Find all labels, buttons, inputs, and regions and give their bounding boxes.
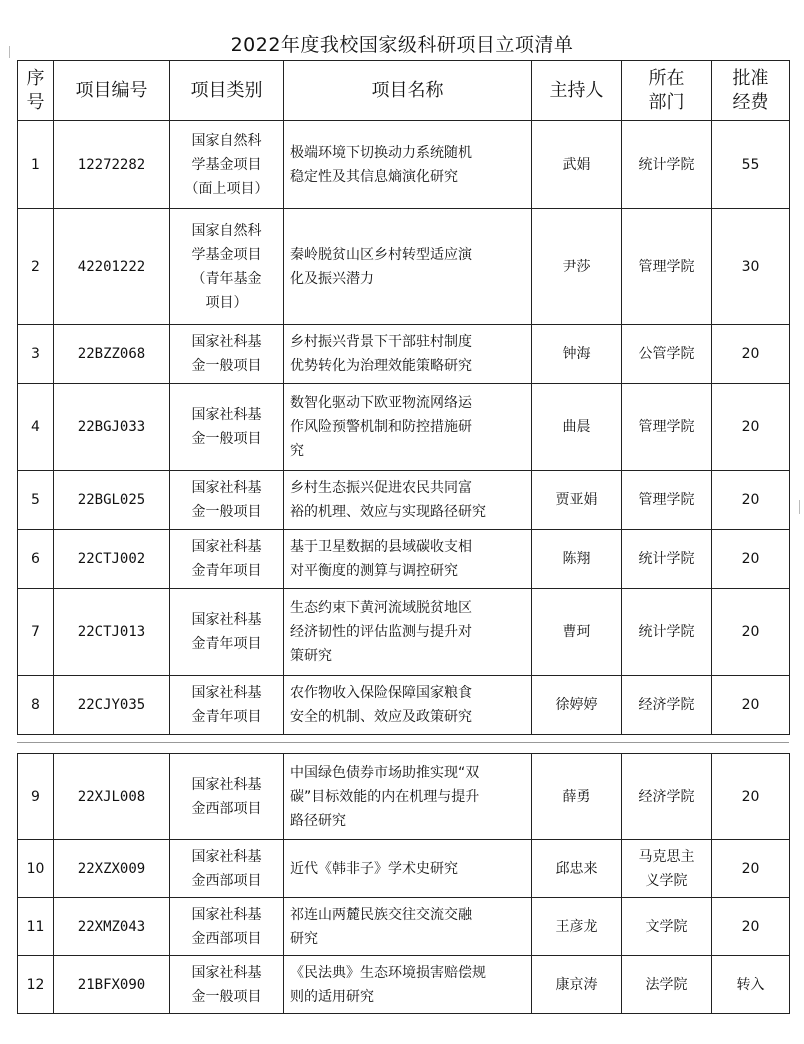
cell-dept xyxy=(622,754,712,840)
cell-line: 碳”目标效能的内在机理与提升 xyxy=(290,788,480,805)
cell-line: 金一般项目 xyxy=(191,431,262,447)
cell-line: 化及振兴潜力 xyxy=(290,270,374,287)
cell-line: 经济学院 xyxy=(638,697,695,713)
cell-name xyxy=(284,530,532,589)
cell-type xyxy=(170,325,284,384)
cell-line: 国家社科基 xyxy=(191,685,262,701)
table-row xyxy=(18,325,790,384)
cell-line: 国家社科基 xyxy=(191,539,262,555)
cell-name xyxy=(284,325,532,384)
page-split-line xyxy=(17,742,789,743)
cell-host: 贾亚娟 xyxy=(532,471,622,530)
cell-line: 管理学院 xyxy=(638,419,695,435)
cell-line: 农作物收入保险保障国家粮食 xyxy=(290,685,472,701)
cell-no: 1 xyxy=(18,121,54,209)
cell-dept xyxy=(622,589,712,676)
cell-name xyxy=(284,121,532,209)
project-table-part-1 xyxy=(17,60,790,735)
cell-dept xyxy=(622,471,712,530)
cell-fund: 20 xyxy=(712,471,790,530)
cell-code: 22BGL025 xyxy=(54,471,170,530)
header-no: 序 号 xyxy=(18,61,54,121)
cell-code: 42201222 xyxy=(54,209,170,325)
cell-line: （面上项目） xyxy=(184,180,269,197)
table-row xyxy=(18,471,790,530)
cell-fund: 20 xyxy=(712,589,790,676)
cell-name xyxy=(284,676,532,735)
header-dept: 所在 部门 xyxy=(622,61,712,121)
cell-line: 经济韧性的评估监测与提升对 xyxy=(290,624,472,640)
cell-no: 10 xyxy=(18,840,54,898)
cell-line: 义学院 xyxy=(645,872,688,889)
cell-no: 11 xyxy=(18,898,54,956)
cell-no: 2 xyxy=(18,209,54,325)
cell-line: 国家社科基 xyxy=(191,407,262,423)
cell-type xyxy=(170,530,284,589)
cell-line: 优势转化为治理效能策略研究 xyxy=(290,358,472,374)
cell-host: 邱忠来 xyxy=(532,840,622,898)
cell-line: 金西部项目 xyxy=(191,800,262,817)
cell-line: 近代《韩非子》学术史研究 xyxy=(290,860,458,877)
cell-fund: 20 xyxy=(712,676,790,735)
cell-line: 对平衡度的测算与调控研究 xyxy=(290,563,458,579)
cell-line: 国家社科基 xyxy=(191,776,262,793)
cell-line: 稳定性及其信息熵演化研究 xyxy=(290,168,458,185)
table-row xyxy=(18,589,790,676)
cell-no: 5 xyxy=(18,471,54,530)
cell-line: 统计学院 xyxy=(638,551,695,567)
cell-host: 薛勇 xyxy=(532,754,622,840)
cell-type xyxy=(170,471,284,530)
cell-dept xyxy=(622,121,712,209)
cell-line: 究 xyxy=(290,443,304,459)
cell-host: 武娟 xyxy=(532,121,622,209)
cell-host: 钟海 xyxy=(532,325,622,384)
cell-type xyxy=(170,589,284,676)
cell-line: 研究 xyxy=(290,930,318,947)
header-fund: 批准 经费 xyxy=(712,61,790,121)
table-row xyxy=(18,898,790,956)
cell-fund: 30 xyxy=(712,209,790,325)
cell-line: 秦岭脱贫山区乡村转型适应演 xyxy=(290,246,472,263)
scan-edge-mark xyxy=(799,500,800,514)
cell-dept xyxy=(622,530,712,589)
cell-host: 曹珂 xyxy=(532,589,622,676)
cell-code: 22XMZ043 xyxy=(54,898,170,956)
cell-type xyxy=(170,676,284,735)
cell-line: 马克思主 xyxy=(638,848,695,865)
cell-line: 极端环境下切换动力系统随机 xyxy=(290,144,472,161)
cell-name xyxy=(284,840,532,898)
cell-line: 乡村振兴背景下干部驻村制度 xyxy=(290,334,472,350)
cell-no: 7 xyxy=(18,589,54,676)
cell-line: 金西部项目 xyxy=(191,872,262,889)
cell-type xyxy=(170,754,284,840)
cell-line: 金一般项目 xyxy=(191,988,262,1005)
cell-line: 法学院 xyxy=(645,976,688,993)
table-header-row xyxy=(18,61,790,121)
cell-name xyxy=(284,384,532,471)
cell-no: 8 xyxy=(18,676,54,735)
header-name: 项目名称 xyxy=(284,61,532,121)
cell-no: 12 xyxy=(18,956,54,1014)
header-type: 项目类别 xyxy=(170,61,284,121)
cell-dept xyxy=(622,676,712,735)
cell-line: 乡村生态振兴促进农民共同富 xyxy=(290,480,472,496)
cell-code: 22BZZ068 xyxy=(54,325,170,384)
cell-dept xyxy=(622,384,712,471)
cell-name xyxy=(284,898,532,956)
cell-name xyxy=(284,754,532,840)
cell-name xyxy=(284,209,532,325)
cell-fund: 20 xyxy=(712,898,790,956)
table-row xyxy=(18,121,790,209)
cell-fund: 20 xyxy=(712,754,790,840)
cell-line: 数智化驱动下欧亚物流网络运 xyxy=(290,395,472,411)
cell-line: 经济学院 xyxy=(638,788,695,805)
cell-line: 统计学院 xyxy=(638,624,695,640)
table-row xyxy=(18,530,790,589)
project-table-part-2 xyxy=(17,753,790,1014)
cell-host: 陈翔 xyxy=(532,530,622,589)
cell-line: 安全的机制、效应及政策研究 xyxy=(290,709,472,725)
cell-line: 管理学院 xyxy=(638,258,695,275)
table-row xyxy=(18,676,790,735)
cell-type xyxy=(170,898,284,956)
cell-no: 6 xyxy=(18,530,54,589)
cell-no: 9 xyxy=(18,754,54,840)
cell-line: 国家社科基 xyxy=(191,480,262,496)
cell-host: 王彦龙 xyxy=(532,898,622,956)
cell-line: 国家社科基 xyxy=(191,612,262,628)
cell-host: 徐婷婷 xyxy=(532,676,622,735)
cell-line: 统计学院 xyxy=(638,156,695,173)
cell-type xyxy=(170,209,284,325)
cell-line: 学基金项目 xyxy=(191,246,262,263)
cell-code: 21BFX090 xyxy=(54,956,170,1014)
table-row xyxy=(18,209,790,325)
cell-line: 金青年项目 xyxy=(191,563,262,579)
cell-type xyxy=(170,121,284,209)
cell-host: 曲晨 xyxy=(532,384,622,471)
document-title: 2022年度我校国家级科研项目立项清单 xyxy=(230,34,574,56)
cell-line: 金一般项目 xyxy=(191,504,262,520)
cell-code: 22CJY035 xyxy=(54,676,170,735)
cell-line: 学基金项目 xyxy=(191,156,262,173)
table-row xyxy=(18,384,790,471)
cell-name xyxy=(284,589,532,676)
cell-line: 《民法典》生态环境损害赔偿规 xyxy=(290,964,486,981)
cell-name xyxy=(284,471,532,530)
cell-dept xyxy=(622,956,712,1014)
cell-host: 康京涛 xyxy=(532,956,622,1014)
cell-code: 22XZX009 xyxy=(54,840,170,898)
cell-line: 国家社科基 xyxy=(191,964,262,981)
cell-line: 管理学院 xyxy=(638,492,695,508)
cell-type xyxy=(170,384,284,471)
cell-dept xyxy=(622,325,712,384)
cell-line: 祁连山两麓民族交往交流交融 xyxy=(290,906,472,923)
cell-line: 国家社科基 xyxy=(191,848,262,865)
cell-line: 文学院 xyxy=(645,918,688,935)
cell-line: 则的适用研究 xyxy=(290,988,374,1005)
cell-line: 公管学院 xyxy=(638,346,695,362)
cell-type xyxy=(170,840,284,898)
cell-line: 中国绿色债券市场助推实现“双 xyxy=(290,764,480,781)
cell-dept xyxy=(622,209,712,325)
cell-fund: 20 xyxy=(712,840,790,898)
cell-fund: 20 xyxy=(712,530,790,589)
cell-line: 裕的机理、效应与实现路径研究 xyxy=(290,504,486,520)
cell-line: 金青年项目 xyxy=(191,636,262,652)
cell-no: 3 xyxy=(18,325,54,384)
table-row xyxy=(18,956,790,1014)
header-host: 主持人 xyxy=(532,61,622,121)
cell-code: 22XJL008 xyxy=(54,754,170,840)
cell-fund: 转入 xyxy=(712,956,790,1014)
cell-line: 国家自然科 xyxy=(191,222,262,239)
table-row xyxy=(18,840,790,898)
cell-line: 基于卫星数据的县域碳收支相 xyxy=(290,539,472,555)
cell-line: 路径研究 xyxy=(290,812,346,829)
cell-dept xyxy=(622,840,712,898)
cell-no: 4 xyxy=(18,384,54,471)
cell-line: （青年基金 xyxy=(191,270,262,287)
cell-line: 项目） xyxy=(205,294,248,311)
table-row xyxy=(18,754,790,840)
cell-code: 22BGJ033 xyxy=(54,384,170,471)
cell-line: 国家社科基 xyxy=(191,334,262,350)
cell-code: 12272282 xyxy=(54,121,170,209)
cell-line: 金西部项目 xyxy=(191,930,262,947)
header-code: 项目编号 xyxy=(54,61,170,121)
cell-dept xyxy=(622,898,712,956)
cell-line: 金一般项目 xyxy=(191,358,262,374)
cell-fund: 20 xyxy=(712,384,790,471)
cell-line: 作风险预警机制和防控措施研 xyxy=(290,419,472,435)
cell-fund: 55 xyxy=(712,121,790,209)
cell-type xyxy=(170,956,284,1014)
cell-code: 22CTJ013 xyxy=(54,589,170,676)
cell-name xyxy=(284,956,532,1014)
cell-code: 22CTJ002 xyxy=(54,530,170,589)
cell-fund: 20 xyxy=(712,325,790,384)
cell-line: 策研究 xyxy=(290,648,332,664)
cell-line: 国家社科基 xyxy=(191,906,262,923)
cell-line: 国家自然科 xyxy=(191,132,262,149)
cell-line: 金青年项目 xyxy=(191,709,262,725)
cell-host: 尹莎 xyxy=(532,209,622,325)
cell-line: 生态约束下黄河流域脱贫地区 xyxy=(290,600,472,616)
